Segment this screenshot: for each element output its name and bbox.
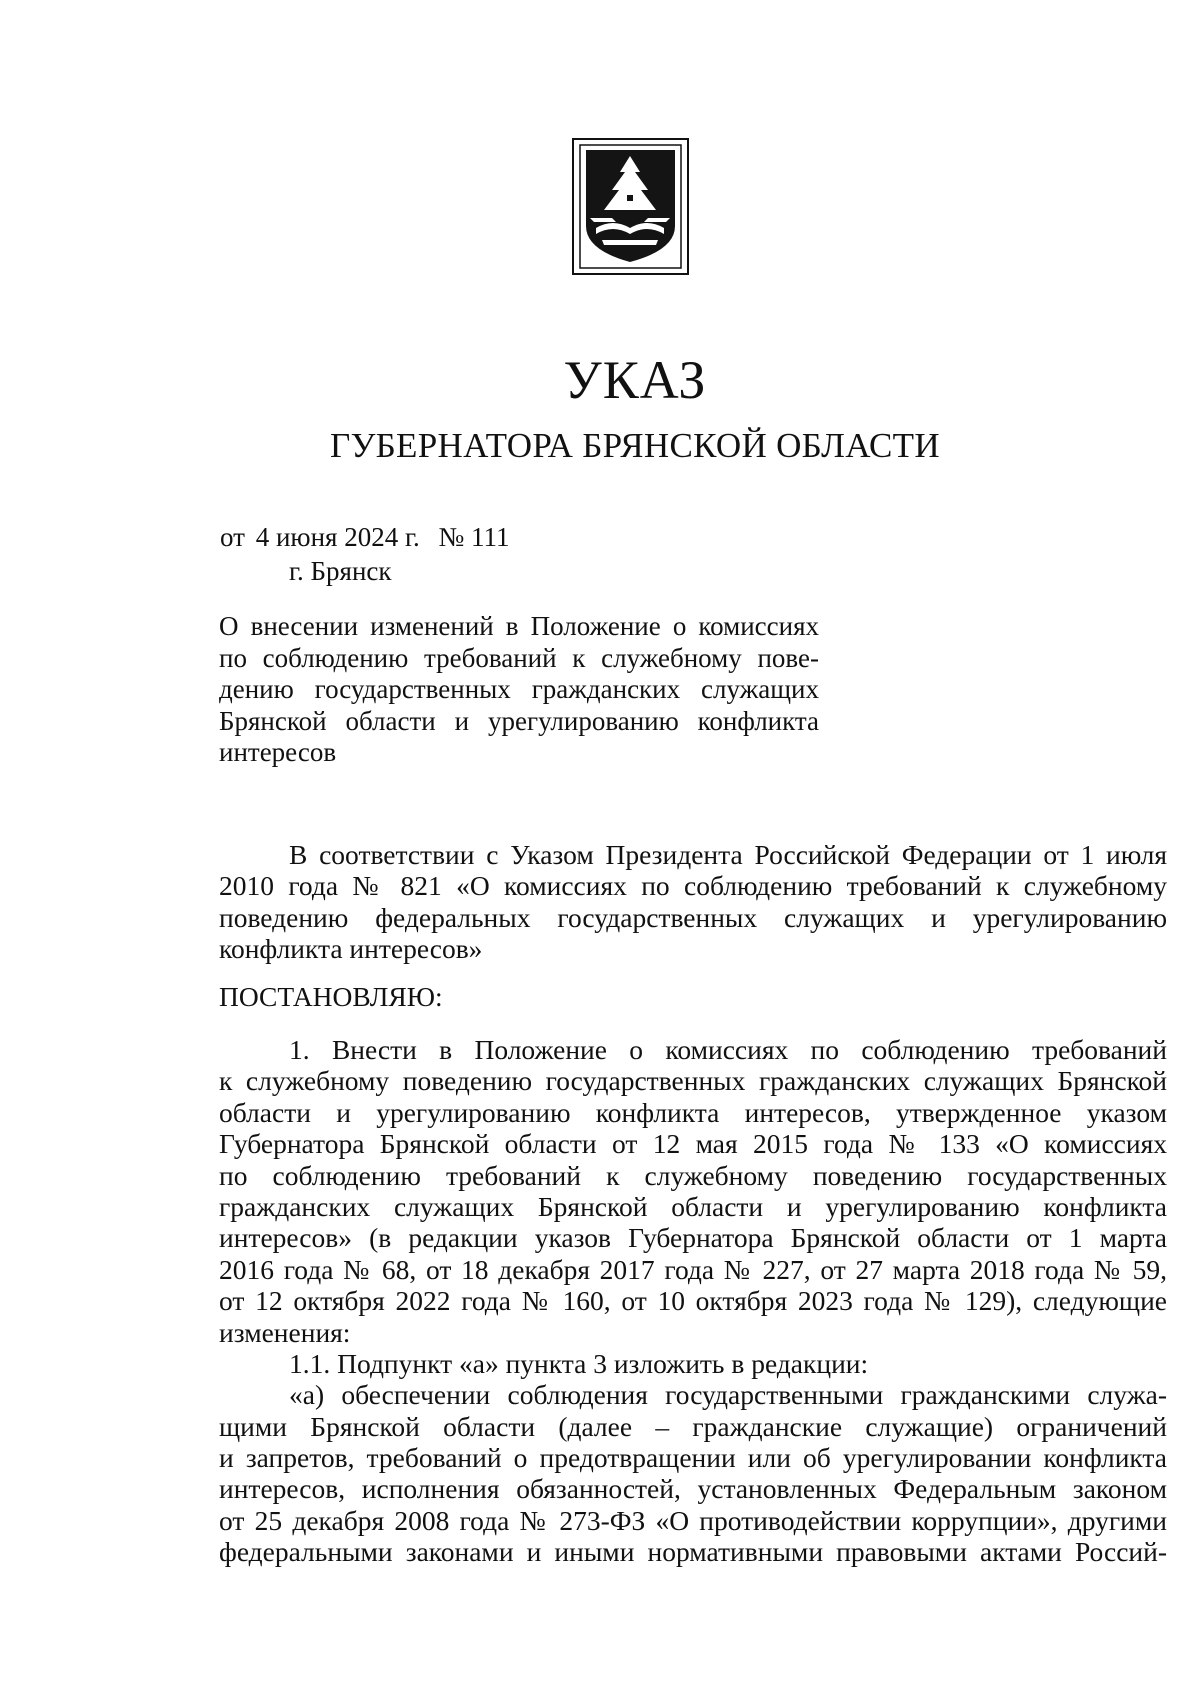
subpoint-line: федеральными законами и иными нормативными правовыми актами Россий-	[219, 1536, 1167, 1568]
subpoint-line: и запретов, требований о предотвращении или об урегулировании конфликта	[219, 1442, 1167, 1474]
document-city: г. Брянск	[289, 556, 392, 586]
decree-label: ПОСТАНОВЛЯЮ:	[219, 981, 443, 1012]
subject-line: Брянской области и урегулированию конфликта	[219, 705, 819, 736]
point-line: по соблюдению требований к служебному поведению государственных	[219, 1159, 1167, 1191]
document-number: № 111	[438, 522, 510, 552]
preamble-line: конфликта интересов»	[219, 933, 483, 965]
point-line: 2016 года № 68, от 18 декабря 2017 года № 227, от 27 марта 2018 года № 59,	[219, 1253, 1167, 1285]
subject-line: дению государственных гражданских служащих	[219, 674, 819, 705]
preamble-line: 2010 года № 821 «О комиссиях по соблюдению требований к служебному	[219, 870, 1167, 902]
point-line: интересов» (в редакции указов Губернатора Брянской области от 1 марта	[219, 1222, 1167, 1254]
subject-line: по соблюдению требований к служебному пове-	[219, 642, 819, 673]
subpoint-line: «а) обеспечении соблюдения государственными гражданскими служа-	[289, 1379, 1167, 1411]
dateline	[220, 521, 510, 553]
preamble-line: В соответствии с Указом Президента Российской Федерации от 1 июля	[289, 839, 1167, 870]
subpoint-title: 1.1. Подпункт «а» пункта 3 изложить в редакции:	[289, 1347, 869, 1379]
subpoint-line: от 25 декабря 2008 года № 273-ФЗ «О противодействии коррупции», другими	[219, 1504, 1167, 1536]
document-date: 4 июня 2024 г.	[255, 522, 420, 552]
subpoint-line: щими Брянской области (далее – гражданские служащие) ограничений	[219, 1410, 1167, 1442]
point-1-paragraph	[219, 1034, 1167, 1568]
point-line: Губернатора Брянской области от 12 мая 2015 года № 133 «О комиссиях	[219, 1128, 1167, 1160]
point-line: 1. Внести в Положение о комиссиях по соблюдению требований	[289, 1034, 1167, 1065]
document-subtitle: ГУБЕРНАТОРА БРЯНСКОЙ ОБЛАСТИ	[330, 426, 940, 465]
date-prefix: от	[220, 522, 245, 552]
document-subject	[219, 611, 819, 769]
point-line: к служебному поведению государственных гражданских служащих Брянской	[219, 1065, 1167, 1097]
preamble-paragraph	[219, 839, 1167, 965]
point-line: изменения:	[219, 1316, 351, 1348]
point-line: области и урегулированию конфликта интересов, утвержденное указом	[219, 1096, 1167, 1128]
point-line: гражданских служащих Брянской области и урегулированию конфликта	[219, 1190, 1167, 1222]
decree-word	[219, 981, 1167, 1012]
point-line: от 12 октября 2022 года № 160, от 10 октября 2023 года № 129), следующие	[219, 1285, 1167, 1317]
document-title: УКАЗ	[563, 350, 707, 410]
preamble-line: поведению федеральных государственных служащих и урегулированию	[219, 901, 1167, 933]
subpoint-line: интересов, исполнения обязанностей, установленных Федеральным законом	[219, 1473, 1167, 1505]
subject-line: интересов	[219, 737, 337, 768]
coat-of-arms-icon	[572, 138, 689, 275]
subject-line: О внесении изменений в Положение о комиссиях	[219, 611, 819, 641]
